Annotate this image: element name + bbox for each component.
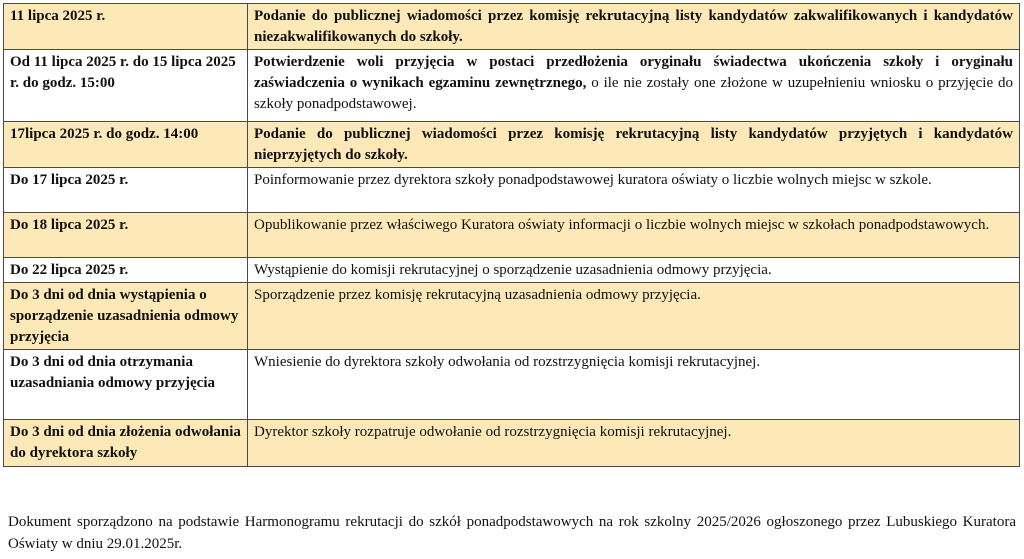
date-cell: 17lipca 2025 r. do godz. 14:00: [4, 122, 248, 168]
description-cell: [248, 213, 1020, 258]
date-cell: Do 3 dni od dnia wystąpienia o sporządzenie uzasadnienia odmowy przyjęcia: [4, 283, 248, 350]
schedule-table: [3, 3, 1020, 467]
description-text: Wniesienie do dyrektora szkoły odwołania od rozstrzygnięcia komisji rekrutacyjnej.: [254, 354, 761, 370]
description-text: Podanie do publicznej wiadomości przez komisję rekrutacyjną listy kandydatów przyjętych i kandydatów nieprzyjętych do szkoły.: [254, 126, 1013, 163]
description-text: Sporządzenie przez komisję rekrutacyjną uzasadnienia odmowy przyjęcia.: [254, 287, 701, 303]
date-cell: Do 3 dni od dnia otrzymania uzasadniania odmowy przyjęcia: [4, 350, 248, 420]
source-note: Dokument sporządzono na podstawie Harmonogramu rekrutacji do szkół ponadpodstawowych na rok szkolny 2025/2026 ogłoszonego przez Lubuskiego Kuratora Oświaty w dniu 29.01.2025r.: [8, 514, 1016, 552]
date-cell: Do 17 lipca 2025 r.: [4, 168, 248, 213]
description-text: Opublikowanie przez właściwego Kuratora oświaty informacji o liczbie wolnych miejsc w szkołach ponadpodstawowych.: [254, 217, 990, 233]
table-row: [4, 50, 1020, 122]
description-text: Podanie do publicznej wiadomości przez komisję rekrutacyjną listy kandydatów zakwalifikowanych i kandydatów niezakwalifikowanych do szkoły.: [254, 8, 1013, 45]
table-row: [4, 258, 1020, 283]
date-cell: 11 lipca 2025 r.: [4, 4, 248, 50]
description-text: o ile nie zostały one złożone w uzupełnieniu wniosku o przyjęcie do szkoły ponadpodstawowej.: [254, 75, 1013, 112]
description-text: Potwierdzenie woli przyjęcia w postaci przedłożenia oryginału świadectwa ukończenia szkoły i oryginału zaświadczenia o wynikach egzaminu zewnętrznego,: [254, 54, 1013, 91]
table-row: [4, 4, 1020, 50]
table-row: [4, 350, 1020, 420]
table-row: [4, 122, 1020, 168]
description-cell: [248, 350, 1020, 420]
description-cell: [248, 258, 1020, 283]
description-cell: [248, 168, 1020, 213]
table-row: [4, 168, 1020, 213]
table-row: [4, 420, 1020, 467]
description-cell: [248, 420, 1020, 467]
description-cell: [248, 122, 1020, 168]
table-row: [4, 283, 1020, 350]
date-cell: Do 22 lipca 2025 r.: [4, 258, 248, 283]
description-cell: [248, 50, 1020, 122]
description-cell: [248, 4, 1020, 50]
description-text: Wystąpienie do komisji rekrutacyjnej o sporządzenie uzasadnienia odmowy przyjęcia.: [254, 262, 772, 278]
description-cell: [248, 283, 1020, 350]
date-cell: Do 3 dni od dnia złożenia odwołania do dyrektora szkoły: [4, 420, 248, 467]
date-cell: Do 18 lipca 2025 r.: [4, 213, 248, 258]
table-row: [4, 213, 1020, 258]
description-text: Poinformowanie przez dyrektora szkoły ponadpodstawowej kuratora oświaty o liczbie wolnych miejsc w szkole.: [254, 172, 932, 188]
date-cell: Od 11 lipca 2025 r. do 15 lipca 2025 r. do godz. 15:00: [4, 50, 248, 122]
description-text: Dyrektor szkoły rozpatruje odwołanie od rozstrzygnięcia komisji rekrutacyjnej.: [254, 424, 732, 440]
